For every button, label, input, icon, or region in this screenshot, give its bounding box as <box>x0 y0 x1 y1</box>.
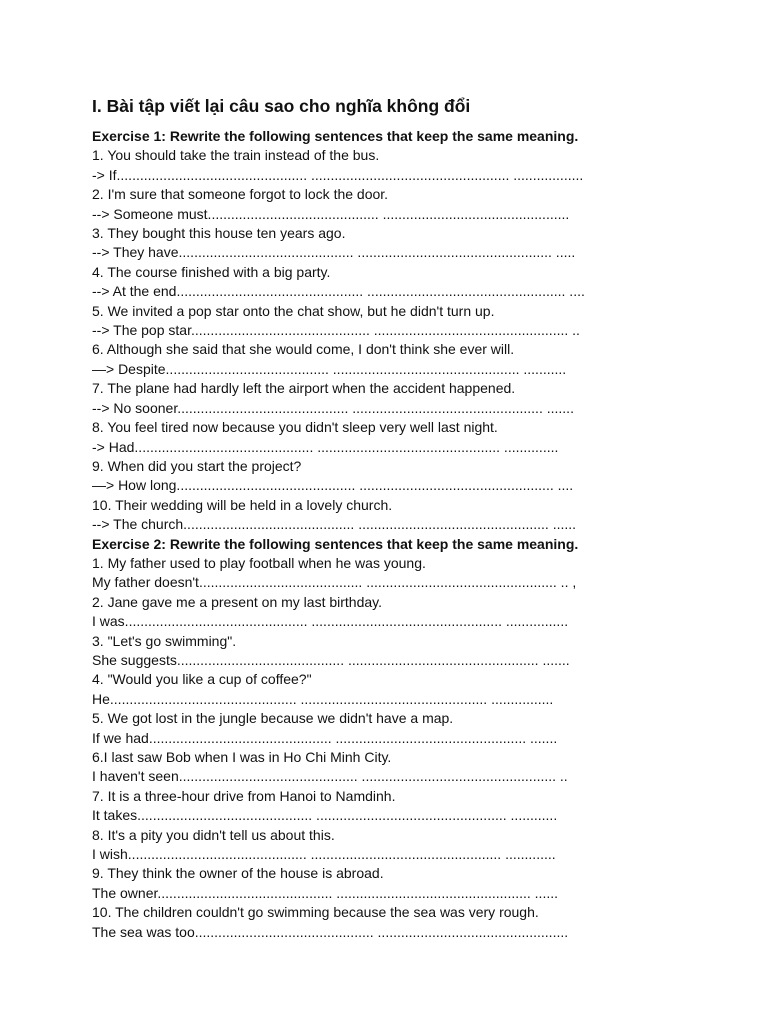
exercise-1-line: --> They have............................................. .................................................. ..... <box>92 244 576 261</box>
exercise-2-line: I was............................................... ................................................. ................ <box>92 613 569 630</box>
exercise-2-line: It takes............................................. ................................................. ............ <box>92 807 558 824</box>
exercise-2-heading: Exercise 2: Rewrite the following sentences that keep the same meaning. <box>92 535 579 552</box>
exercise-2-line: 10. The children couldn't go swimming because the sea was very rough. <box>92 904 539 921</box>
exercise-1-line: —> How long.............................................. .................................................. .... <box>92 477 574 494</box>
exercise-1-line: --> At the end................................................ ................................................... .... <box>92 283 585 300</box>
exercise-1-line: --> No sooner............................................ ................................................. ....... <box>92 399 574 416</box>
exercise-2-line: She suggests........................................... ................................................. ....... <box>92 651 570 668</box>
exercise-1-line: —> Despite.......................................... ................................................ ........... <box>92 360 567 377</box>
exercise-2-line: I haven't seen.............................................. .................................................. .. <box>92 768 568 785</box>
exercise-2-line: 4. "Would you like a cup of coffee?" <box>92 671 312 688</box>
exercise-2-line: 5. We got lost in the jungle because we didn't have a map. <box>92 710 454 727</box>
exercise-2-line: 1. My father used to play football when he was young. <box>92 554 426 571</box>
worksheet-title: I. Bài tập viết lại câu sao cho nghĩa không đổi <box>92 96 471 116</box>
exercise-1-line: --> The pop star.............................................. .................................................. .. <box>92 322 580 339</box>
exercise-1-line: 4. The course finished with a big party. <box>92 263 331 280</box>
exercise-1-line: -> If................................................. ................................................... .................. <box>92 166 584 183</box>
exercise-1-line: --> The church............................................ ................................................. ...... <box>92 516 577 533</box>
exercise-1-body <box>92 146 728 534</box>
exercise-2-line: 7. It is a three-hour drive from Hanoi to Namdinh. <box>92 787 396 804</box>
exercise-1-line: 1. You should take the train instead of the bus. <box>92 147 380 164</box>
exercise-2-body <box>92 554 728 942</box>
exercise-1-line: 9. When did you start the project? <box>92 457 302 474</box>
exercise-1-line: 3. They bought this house ten years ago. <box>92 225 346 242</box>
exercise-2-line: 2. Jane gave me a present on my last birthday. <box>92 593 383 610</box>
exercise-1-line: 7. The plane had hardly left the airport when the accident happened. <box>92 380 516 397</box>
exercise-1-line: 5. We invited a pop star onto the chat show, but he didn't turn up. <box>92 302 495 319</box>
exercise-2-line: If we had............................................... ................................................. ....... <box>92 729 558 746</box>
exercise-2-line: 9. They think the owner of the house is abroad. <box>92 865 384 882</box>
exercise-1-line: 8. You feel tired now because you didn't sleep very well last night. <box>92 419 498 436</box>
exercise-2-line: 8. It's a pity you didn't tell us about this. <box>92 826 335 843</box>
exercise-2-line: My father doesn't.......................................... ................................................. .. , <box>92 574 577 591</box>
exercise-1-line: --> Someone must............................................ ................................................ <box>92 205 570 222</box>
exercise-2-line: 3. "Let's go swimming". <box>92 632 237 649</box>
exercise-2-line: I wish.............................................. ................................................. ............. <box>92 846 556 863</box>
exercise-2-line: The sea was too.............................................. ................................................. <box>92 923 569 940</box>
exercise-1-line: -> Had.............................................. ............................................... .............. <box>92 438 559 455</box>
exercise-1-line: 2. I'm sure that someone forgot to lock the door. <box>92 186 389 203</box>
exercise-1-heading: Exercise 1: Rewrite the following sentences that keep the same meaning. <box>92 128 579 144</box>
exercise-1-line: 6. Although she said that she would come, I don't think she ever will. <box>92 341 515 358</box>
exercise-2-line: 6.I last saw Bob when I was in Ho Chi Minh City. <box>92 749 392 765</box>
exercise-2-line: The owner............................................. .................................................. ...... <box>92 884 559 901</box>
exercise-2-line: He................................................ ................................................ ................ <box>92 690 554 707</box>
exercise-1-line: 10. Their wedding will be held in a lovely church. <box>92 496 393 513</box>
